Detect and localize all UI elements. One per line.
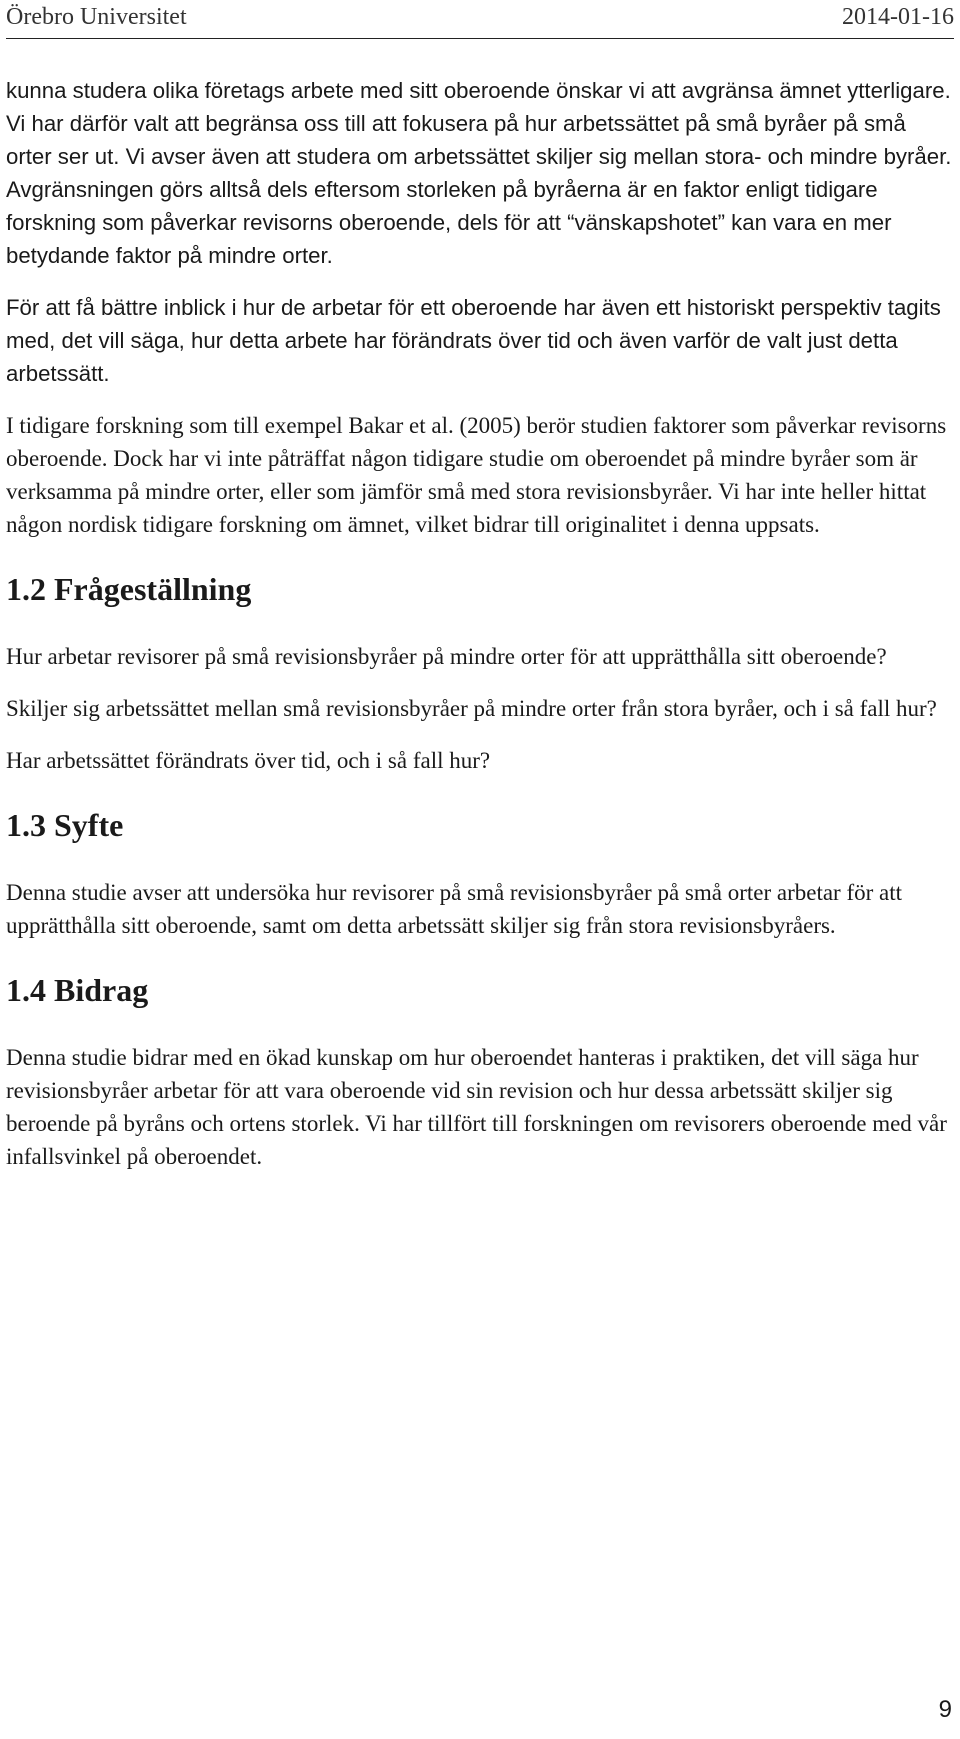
heading-purpose: 1.3 Syfte [6, 807, 124, 843]
research-question-1: Hur arbetar revisorer på små revisionsbyråer på mindre orter för att upprätthålla sitt oberoende? [6, 644, 887, 669]
page-header [6, 0, 954, 39]
paragraph-delimitation: kunna studera olika företags arbete med sitt oberoende önskar vi att avgränsa ämnet ytterligare. Vi har därför valt att begränsa oss till att fokusera på hur arbetssättet på små byråer på små orter ser ut. Vi avser även att studera om arbetssättet skiljer sig mellan stora- och mindre byråer. Avgränsningen görs alltså dels eftersom storleken på byråerna är en faktor enligt tidigare forskning som påverkar revisorns oberoende, dels för att “vänskapshotet” kan vara en mer betydande faktor på mindre orter. [6, 78, 952, 268]
research-question-3: Har arbetssättet förändrats över tid, och i så fall hur? [6, 748, 491, 773]
document-body [6, 74, 952, 1192]
paragraph-contribution: Denna studie bidrar med en ökad kunskap om hur oberoendet hanteras i praktiken, det vill säga hur revisionsbyråer arbetar för att vara oberoende vid sin revision och hur dessa arbetssätt skiljer sig beroende på byråns och ortens storlek. Vi har tillfört till forskningen om revisorers oberoende med vår infallsvinkel på oberoendet. [6, 1045, 947, 1169]
paragraph-historical-perspective: För att få bättre inblick i hur de arbetar för ett oberoende har även ett historiskt perspektiv tagits med, det vill säga, hur detta arbete har förändrats över tid och även varför de valt just detta arbetssätt. [6, 295, 941, 386]
header-date: 2014-01-16 [842, 4, 954, 30]
paragraph-purpose: Denna studie avser att undersöka hur revisorer på små revisionsbyråer på små orter arbetar för att upprätthålla sitt oberoende, samt om detta arbetssätt skiljer sig från stora revisionsbyråers. [6, 880, 903, 938]
research-question-2: Skiljer sig arbetssättet mellan små revisionsbyråer på mindre orter från stora byråer, och i så fall hur? [6, 696, 937, 721]
page-number: 9 [938, 1696, 952, 1723]
university-name: Örebro Universitet [6, 4, 187, 30]
heading-research-questions: 1.2 Frågeställning [6, 571, 252, 607]
paragraph-previous-research: I tidigare forskning som till exempel Bakar et al. (2005) berör studien faktorer som påverkar revisorns oberoende. Dock har vi inte påträffat någon tidigare studie om oberoendet på mindre byråer som är verksamma på mindre orter, eller som jämför små med stora revisionsbyråer. Vi har inte heller hittat någon nordisk tidigare forskning om ämnet, vilket bidrar till originalitet i denna uppsats. [6, 413, 947, 537]
heading-contribution: 1.4 Bidrag [6, 972, 149, 1008]
